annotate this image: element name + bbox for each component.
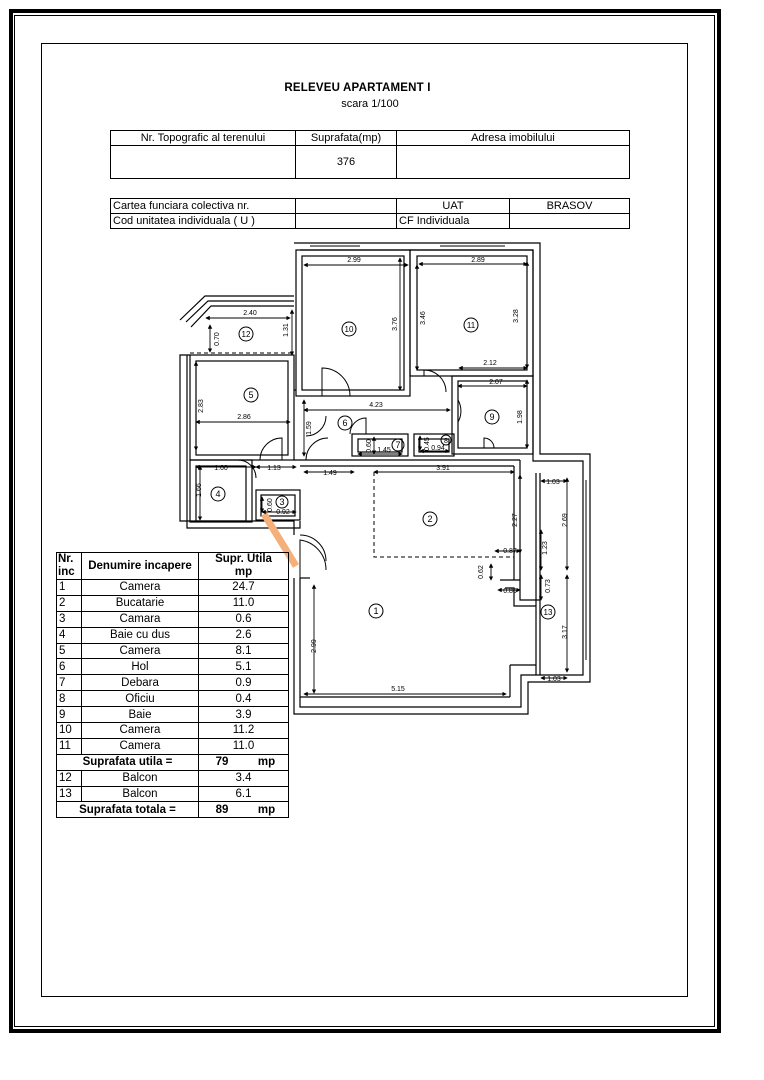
header-nr: Nr. inc: [57, 553, 82, 580]
svg-text:1: 1: [373, 606, 379, 616]
dim-label: 2.86: [237, 414, 251, 421]
dim-label: 1.13: [267, 465, 281, 472]
cf-individual-label: CF Individuala: [397, 214, 510, 229]
dim-label: 1.23: [542, 541, 549, 555]
svg-text:8: 8: [444, 438, 448, 445]
table-row: 4 Baie cu dus 2.6: [57, 627, 289, 643]
dim-label: 1.03: [546, 479, 560, 486]
svg-text:11: 11: [466, 321, 476, 330]
dim-label: 2.99: [311, 639, 318, 653]
dim-label: 2.83: [198, 399, 205, 413]
room-number-3: [276, 496, 288, 508]
room-number-13: [541, 605, 555, 619]
dim-label: 5.15: [391, 686, 405, 693]
table-row: 6 Hol 5.1: [57, 659, 289, 675]
dim-label: 3.46: [420, 311, 427, 325]
dim-label: 0.60: [267, 498, 274, 512]
table-row: 3 Camara 0.6: [57, 611, 289, 627]
dim-label: 0.73: [545, 579, 552, 593]
dim-label: 0.62: [478, 565, 485, 579]
room-number-9: [485, 410, 499, 424]
room-number-11: [464, 318, 478, 332]
useful-area-row: Suprafata utila = 79 mp: [57, 754, 289, 770]
dim-label: 2.27: [512, 513, 519, 527]
dim-label: 1.66: [196, 483, 203, 497]
col-topographic-number: Nr. Topografic al terenului: [111, 131, 296, 146]
rooms-table: [56, 552, 289, 818]
dim-label: 1.03: [547, 676, 561, 683]
svg-text:10: 10: [344, 325, 354, 334]
col-address: Adresa imobilului: [397, 131, 630, 146]
room-number-6: [338, 416, 352, 430]
svg-text:9: 9: [489, 412, 495, 422]
table-row: 10 Camera 11.2: [57, 723, 289, 739]
room-number-2: [423, 512, 437, 526]
document-title: RELEVEU APARTAMENT I: [284, 82, 431, 94]
table-row: 7 Debara 0.9: [57, 675, 289, 691]
header-room-name: Denumire incapere: [82, 553, 199, 580]
table-row: 11 Camera 11.0: [57, 738, 289, 754]
dim-label: 3.17: [562, 625, 569, 639]
table-row: 1 Camera 24.7: [57, 580, 289, 596]
col-surface: Suprafata(mp): [296, 131, 397, 146]
dim-label: 1.59: [306, 421, 313, 435]
dim-label: 0.60: [366, 439, 373, 453]
dim-label: 0.92: [276, 509, 290, 516]
dim-label: 1.60: [214, 465, 228, 472]
unit-code-label: Cod unitatea individuala ( U ): [111, 214, 296, 229]
dim-label: 0.45: [424, 437, 431, 451]
dim-label: 3.28: [513, 309, 520, 323]
document-scale: scara 1/100: [341, 98, 399, 110]
cf-collective-label: Cartea funciara colectiva nr.: [111, 199, 296, 214]
uat-label: UAT: [397, 199, 510, 214]
header-area: Supr. Utila mp: [199, 553, 289, 580]
room-number-10: [342, 322, 356, 336]
dim-label: 1.98: [517, 410, 524, 424]
dim-label: 1.31: [283, 323, 290, 337]
dim-label: 2.69: [562, 513, 569, 527]
dim-label: 2.40: [243, 310, 257, 317]
table-row: 8 Oficiu 0.4: [57, 691, 289, 707]
svg-text:12: 12: [241, 330, 251, 339]
uat-value: BRASOV: [510, 199, 630, 214]
svg-text:13: 13: [543, 608, 553, 617]
table-row: 9 Baie 3.9: [57, 707, 289, 723]
svg-text:3: 3: [279, 497, 285, 507]
total-area-row: Suprafata totala = 89 mp: [57, 802, 289, 818]
svg-text:6: 6: [342, 418, 348, 428]
dim-label: 0.87: [503, 548, 517, 555]
dim-label: 2.89: [471, 257, 485, 264]
dim-label: 2.12: [483, 360, 497, 367]
svg-text:5: 5: [248, 390, 254, 400]
dim-label: 1.45: [377, 447, 391, 454]
svg-text:4: 4: [215, 489, 221, 499]
dim-label: 0.94: [431, 445, 445, 452]
dim-label: 2.99: [347, 257, 361, 264]
room-number-1: [369, 604, 383, 618]
dim-label: 0.86: [503, 588, 517, 595]
room-number-12: [239, 327, 253, 341]
dim-label: 0.70: [214, 332, 221, 346]
room-number-4: [211, 487, 225, 501]
door-swings: [238, 368, 494, 578]
table-row: 2 Bucatarie 11.0: [57, 595, 289, 611]
windows: [310, 246, 586, 660]
svg-text:2: 2: [427, 514, 433, 524]
table-row: 12 Balcon 3.4: [57, 770, 289, 786]
dim-label: 4.23: [369, 402, 383, 409]
dim-label: 3.91: [436, 465, 450, 472]
svg-text:7: 7: [395, 440, 401, 450]
dim-label: 2.07: [489, 379, 503, 386]
dim-label: 3.76: [392, 317, 399, 331]
table-row: 5 Camera 8.1: [57, 643, 289, 659]
dim-label: 1.49: [323, 470, 337, 477]
table-row: 13 Balcon 6.1: [57, 786, 289, 802]
room-number-5: [244, 388, 258, 402]
surface-value: 376: [296, 146, 397, 179]
